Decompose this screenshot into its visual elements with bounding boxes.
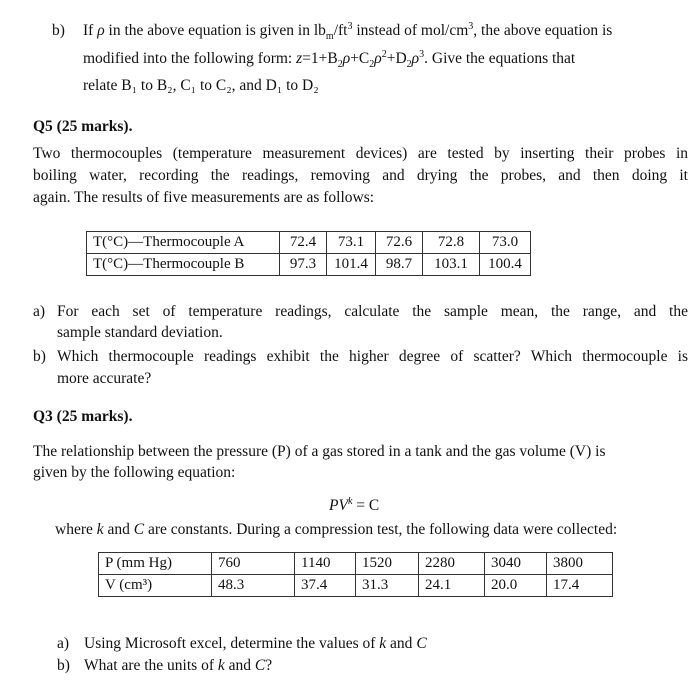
prev-part-b-line-2: modified into the following form: $z=1+B_2\rho+C_2\rho^2+D_2\rho^3$. Give the equations that: [83, 48, 576, 71]
q5-intro-line-3: again. The results of five measurements are as follows:: [33, 189, 375, 206]
table-row: [99, 553, 613, 575]
q3-intro-line-1: The relationship between the pressure (P) of a gas stored in a tank and the gas volume (V) is: [33, 443, 606, 460]
table-cell: 72.8: [423, 232, 480, 254]
row-label-b: T(°C)—Thermocouple B: [87, 254, 280, 276]
table-cell: 72.6: [376, 232, 423, 254]
q3-part-a-label: a): [57, 635, 70, 652]
q5-part-a-line-2: sample standard deviation.: [57, 324, 223, 341]
table-cell: 17.4: [547, 575, 613, 597]
table-cell: 760: [212, 553, 295, 575]
table-cell: 2280: [419, 553, 485, 575]
q5-part-b-label: b): [33, 348, 46, 365]
q5-intro-line-2: boiling water, recording the readings, removing and drying the probes, and then doing it: [33, 167, 688, 184]
table-cell: 31.3: [356, 575, 419, 597]
q5-part-b-line-2: more accurate?: [57, 370, 152, 387]
table-cell: 37.4: [295, 575, 356, 597]
virial-equation: z: [296, 50, 303, 67]
table-cell: 73.0: [480, 232, 531, 254]
table-cell: 3800: [547, 553, 613, 575]
prev-part-b-line-1: If ρ in the above equation is given in $lb_m/ft^3$ instead of mol/$cm^3$, the above equation is: [83, 20, 613, 43]
table-row: [87, 254, 531, 276]
q3-part-b-label: b): [57, 657, 70, 674]
q3-title: Q3 (25 marks).: [33, 408, 133, 425]
row-label-a: T(°C)—Thermocouple A: [87, 232, 280, 254]
table-row: [99, 575, 613, 597]
table-cell: 101.4: [327, 254, 376, 276]
table-cell: 100.4: [480, 254, 531, 276]
table-cell: 98.7: [376, 254, 423, 276]
pressure-volume-table: [98, 552, 613, 597]
prev-part-b-line-3: relate B₁ to B₂, C₁ to C₂, and D₁ to D₂: [83, 77, 319, 94]
table-cell: 73.1: [327, 232, 376, 254]
q5-part-a-label: a): [33, 303, 46, 320]
q5-part-b-line-1: Which thermocouple readings exhibit the higher degree of scatter? Which thermocouple is: [57, 348, 688, 365]
q3-intro-line-2: given by the following equation:: [33, 464, 236, 481]
table-cell: 72.4: [280, 232, 327, 254]
table-cell: 20.0: [485, 575, 547, 597]
table-cell: 1140: [295, 553, 356, 575]
table-cell: 97.3: [280, 254, 327, 276]
thermocouple-table: [86, 231, 531, 276]
table-cell: 3040: [485, 553, 547, 575]
q5-part-a-line-1: For each set of temperature readings, calculate the sample mean, the range, and the: [57, 303, 688, 320]
prev-part-b-label: b): [52, 22, 65, 39]
q3-part-a-text: Using Microsoft excel, determine the values of k and C: [84, 635, 427, 652]
v-label: V (cm³): [99, 575, 212, 597]
table-cell: 24.1: [419, 575, 485, 597]
table-cell: 103.1: [423, 254, 480, 276]
q5-intro-line-1: Two thermocouples (temperature measurement devices) are tested by inserting their probes in: [33, 145, 688, 162]
pvk-equation: $PV^k = C$: [329, 495, 380, 514]
table-cell: 1520: [356, 553, 419, 575]
q3-part-b-text: What are the units of k and C?: [84, 657, 273, 674]
table-row: [87, 232, 531, 254]
p-label: P (mm Hg): [99, 553, 212, 575]
q5-title: Q5 (25 marks).: [33, 118, 133, 135]
table-cell: 48.3: [212, 575, 295, 597]
q3-where-line: where k and C are constants. During a compression test, the following data were collected:: [55, 521, 618, 538]
